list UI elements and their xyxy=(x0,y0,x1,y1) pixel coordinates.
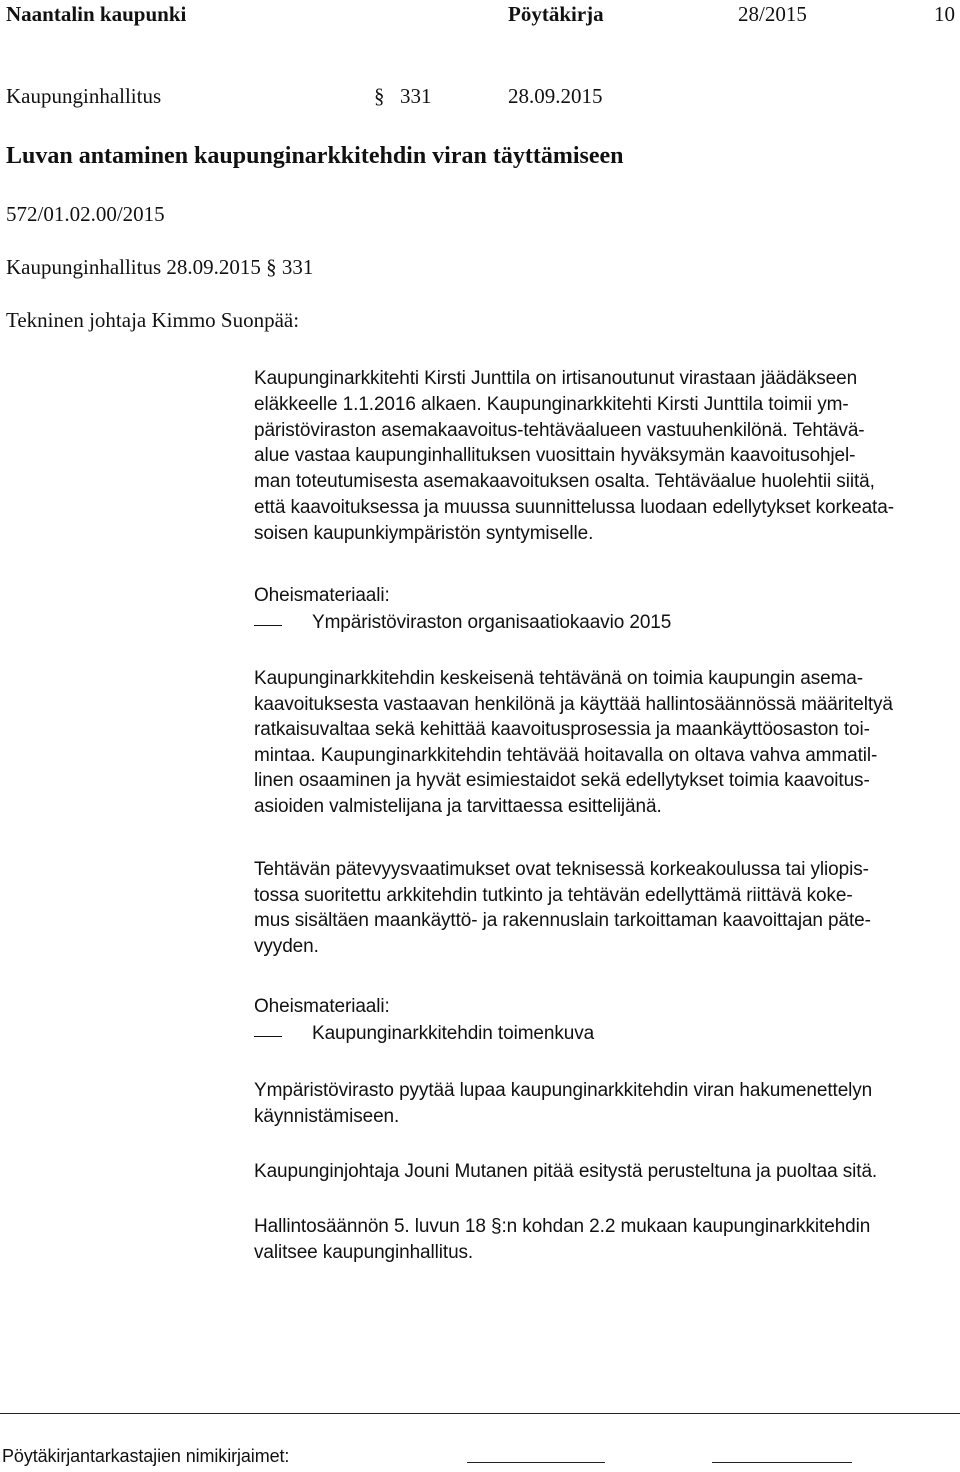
footer-divider xyxy=(0,1413,960,1414)
attachment-label: Oheismateriaali: xyxy=(254,996,390,1017)
paragraph-request xyxy=(254,1078,954,1129)
text-line: man toteutumisesta asemakaavoituksen osalta. Tehtäväalue huolehtii siitä, xyxy=(254,471,875,493)
attachment-item: Ympäristöviraston organisaatiokaavio 2015 xyxy=(312,612,672,633)
attachment-item: Kaupunginarkkitehdin toimenkuva xyxy=(312,1023,595,1044)
paragraph-mayor-statement xyxy=(254,1159,954,1185)
signature-line xyxy=(712,1462,852,1463)
dash-bullet-icon xyxy=(254,625,282,626)
section-icon: § xyxy=(374,84,385,108)
page-number: 10 xyxy=(934,2,955,26)
presenter-line: Tekninen johtaja Kimmo Suonpää: xyxy=(6,308,300,332)
text-line: tossa suoritettu arkkitehdin tutkinto ja tehtävän edellyttämä riittävä koke- xyxy=(254,884,853,906)
text-line: päristöviraston asemakaavoitus-tehtäväalueen vastuuhenkilönä. Tehtävä- xyxy=(254,419,865,441)
text-line: alue vastaa kaupunginhallituksen vuosittain hyväksymän kaavoitusohjel- xyxy=(254,445,856,467)
attachment-label: Oheismateriaali: xyxy=(254,585,390,606)
text-line: Kaupunginjohtaja Jouni Mutanen pitää esitystä perusteltuna ja puoltaa sitä. xyxy=(254,1161,878,1182)
text-line: eläkkeelle 1.1.2016 alkaen. Kaupunginarkkitehti Kirsti Junttila toimii ym- xyxy=(254,393,849,415)
text-line: Kaupunginarkkitehti Kirsti Junttila on irtisanoutunut virastaan jäädäkseen xyxy=(254,368,858,389)
text-line: soisen kaupunkiympäristön syntymiselle. xyxy=(254,522,594,544)
text-line: asioiden valmistelijana ja tarvittaessa esittelijänä. xyxy=(254,795,662,817)
paragraph-regulation xyxy=(254,1214,954,1265)
text-line: valitsee kaupunginhallitus. xyxy=(254,1241,474,1263)
signature-line xyxy=(467,1462,605,1463)
text-line: että kaavoituksessa ja muussa suunnittelussa luodaan edellytykset korkeata- xyxy=(254,496,894,518)
text-line: kaavoituksesta vastaavan henkilönä ja käyttää hallintosäännössä määriteltyä xyxy=(254,693,893,715)
municipality-name: Naantalin kaupunki xyxy=(6,2,187,26)
text-line: ratkaisuvaltaa sekä kehittää kaavoitusprosessia ja maankäyttöosaston toi- xyxy=(254,719,870,740)
meeting-date: 28.09.2015 xyxy=(508,84,603,108)
paragraph-qualifications xyxy=(254,857,954,959)
text-line: mus sisältäen maankäyttö- ja rakennuslain tarkoittaman kaavoittajan päte- xyxy=(254,910,871,931)
signature-label: Pöytäkirjantarkastajien nimikirjaimet: xyxy=(2,1446,290,1466)
text-line: Kaupunginarkkitehdin keskeisenä tehtävänä on toimia kaupungin asema- xyxy=(254,668,863,689)
case-number: 572/01.02.00/2015 xyxy=(6,202,165,226)
document-number: 28/2015 xyxy=(738,2,807,26)
text-line: mintaa. Kaupunginarkkitehdin tehtävää hoitavalla on oltava vahva ammatil- xyxy=(254,744,878,766)
text-line: Hallintosäännön 5. luvun 18 §:n kohdan 2.2 mukaan kaupunginarkkitehdin xyxy=(254,1216,871,1237)
dash-bullet-icon xyxy=(254,1036,282,1037)
item-title: Luvan antaminen kaupunginarkkitehdin viran täyttämiseen xyxy=(6,143,624,169)
item-reference: Kaupunginhallitus 28.09.2015 § 331 xyxy=(6,255,314,279)
text-line: Tehtävän pätevyysvaatimukset ovat teknisessä korkeakoulussa tai yliopis- xyxy=(254,859,869,880)
document-type: Pöytäkirja xyxy=(508,2,604,26)
text-line: vyyden. xyxy=(254,935,319,957)
text-line: linen osaaminen ja hyvät esimiestaidot sekä edellytykset toimia kaavoitus- xyxy=(254,770,870,791)
text-line: Ympäristövirasto pyytää lupaa kaupunginarkkitehdin viran hakumenettelyn xyxy=(254,1080,873,1101)
text-line: käynnistämiseen. xyxy=(254,1105,400,1127)
meeting-section: 331 xyxy=(400,84,432,108)
paragraph-duties xyxy=(254,666,954,819)
paragraph-resignation xyxy=(254,366,954,547)
meeting-body: Kaupunginhallitus xyxy=(6,84,162,108)
